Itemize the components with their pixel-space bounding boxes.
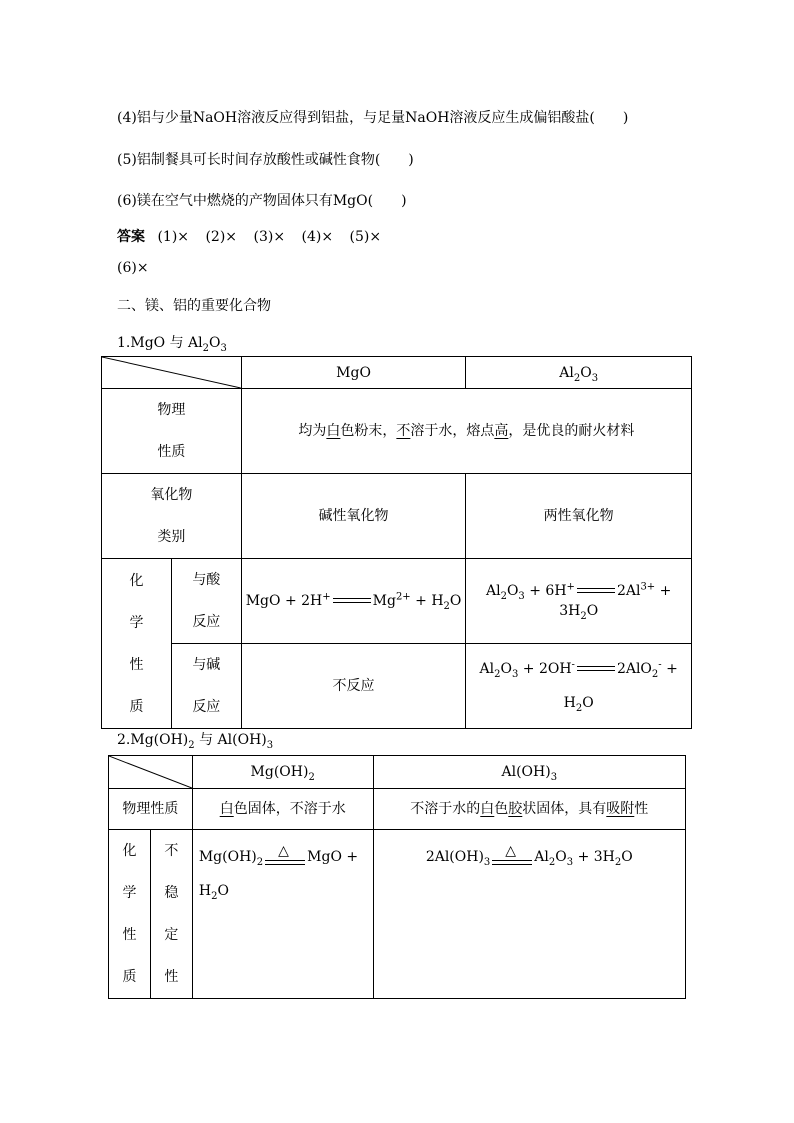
al2o3-acid-equation: $Al_2O_3 + 6H^+$ $2Al^{3+} + 3H_2O$ bbox=[466, 559, 692, 644]
table-oxides bbox=[101, 356, 692, 729]
answer-item: (5)× bbox=[349, 229, 382, 245]
al2o3-base-equation: $Al_2O_3 + 2OH^-$ 2AlO$_2$- + $H_2O$ bbox=[466, 644, 692, 729]
aloh3-decomposition: $2Al(OH)_3$ △ $Al_2O_3 + 3H_2O$ bbox=[373, 830, 685, 999]
row-header-physical: 物理性质 bbox=[109, 789, 193, 830]
row-header-instability: 不 稳 定 性 bbox=[150, 830, 192, 999]
row-header-oxide-type: 氧化物 类别 bbox=[102, 474, 242, 559]
col-header-mgoh2: $Mg(OH)_2$ bbox=[192, 756, 373, 789]
diagonal-header-cell bbox=[102, 357, 242, 389]
heat-symbol: △ bbox=[505, 843, 517, 859]
mgoh2-decomposition: $Mg(OH)_2$ △ MgO + $H_2O$ bbox=[192, 830, 373, 999]
answer-item: (4)× bbox=[301, 229, 334, 245]
col-header-mgo: MgO bbox=[241, 357, 466, 389]
question-6: (6)镁在空气中燃烧的产物固体只有MgO( ) bbox=[117, 193, 407, 209]
row-header-chemical: 化 学 性 质 bbox=[102, 559, 172, 729]
question-5: (5)铝制餐具可长时间存放酸性或碱性食物( ) bbox=[117, 152, 414, 168]
row-header-with-base: 与碱 反应 bbox=[171, 644, 241, 729]
col-header-al2o3: $Al_2O_3$ bbox=[466, 357, 692, 389]
table1-title: 1.MgO 与 $Al_2O_3$ bbox=[117, 335, 227, 354]
physical-properties: 均为白色粉末，不溶于水，熔点高，是优良的耐火材料 bbox=[241, 389, 691, 474]
question-4: (4)铝与少量NaOH溶液反应得到铝盐，与足量NaOH溶液反应生成偏铝酸盐( ) bbox=[117, 110, 629, 126]
answer-item: (6)× bbox=[117, 260, 149, 276]
mgo-base-reaction: 不反应 bbox=[241, 644, 466, 729]
table2-title: $2.Mg(OH)_2$ 与 $Al(OH)_3$ bbox=[117, 732, 274, 751]
table-hydroxides bbox=[108, 755, 686, 999]
diagonal-header-cell bbox=[109, 756, 193, 789]
row-header-chemical: 化 学 性 质 bbox=[109, 830, 151, 999]
mgo-acid-equation: MgO + 2H+ $Mg^{2+} + H_2O$ bbox=[241, 559, 466, 644]
answer-label: 答案 bbox=[117, 229, 145, 245]
row-header-physical: 物理 性质 bbox=[102, 389, 242, 474]
col-header-aloh3: $Al(OH)_3$ bbox=[373, 756, 685, 789]
aloh3-physical: 不溶于水的白色胶状固体，具有吸附性 bbox=[373, 789, 685, 830]
answer-item: (3)× bbox=[253, 229, 286, 245]
row-header-with-acid: 与酸 反应 bbox=[171, 559, 241, 644]
mgo-oxide-type: 碱性氧化物 bbox=[241, 474, 466, 559]
section-title: 二、镁、铝的重要化合物 bbox=[117, 298, 271, 314]
heat-symbol: △ bbox=[278, 843, 289, 859]
al2o3-oxide-type: 两性氧化物 bbox=[466, 474, 692, 559]
mgoh2-physical: 白色固体，不溶于水 bbox=[192, 789, 373, 830]
answer-item: (1)× bbox=[157, 229, 190, 245]
answer-line bbox=[117, 227, 381, 247]
answer-item: (2)× bbox=[205, 229, 238, 245]
